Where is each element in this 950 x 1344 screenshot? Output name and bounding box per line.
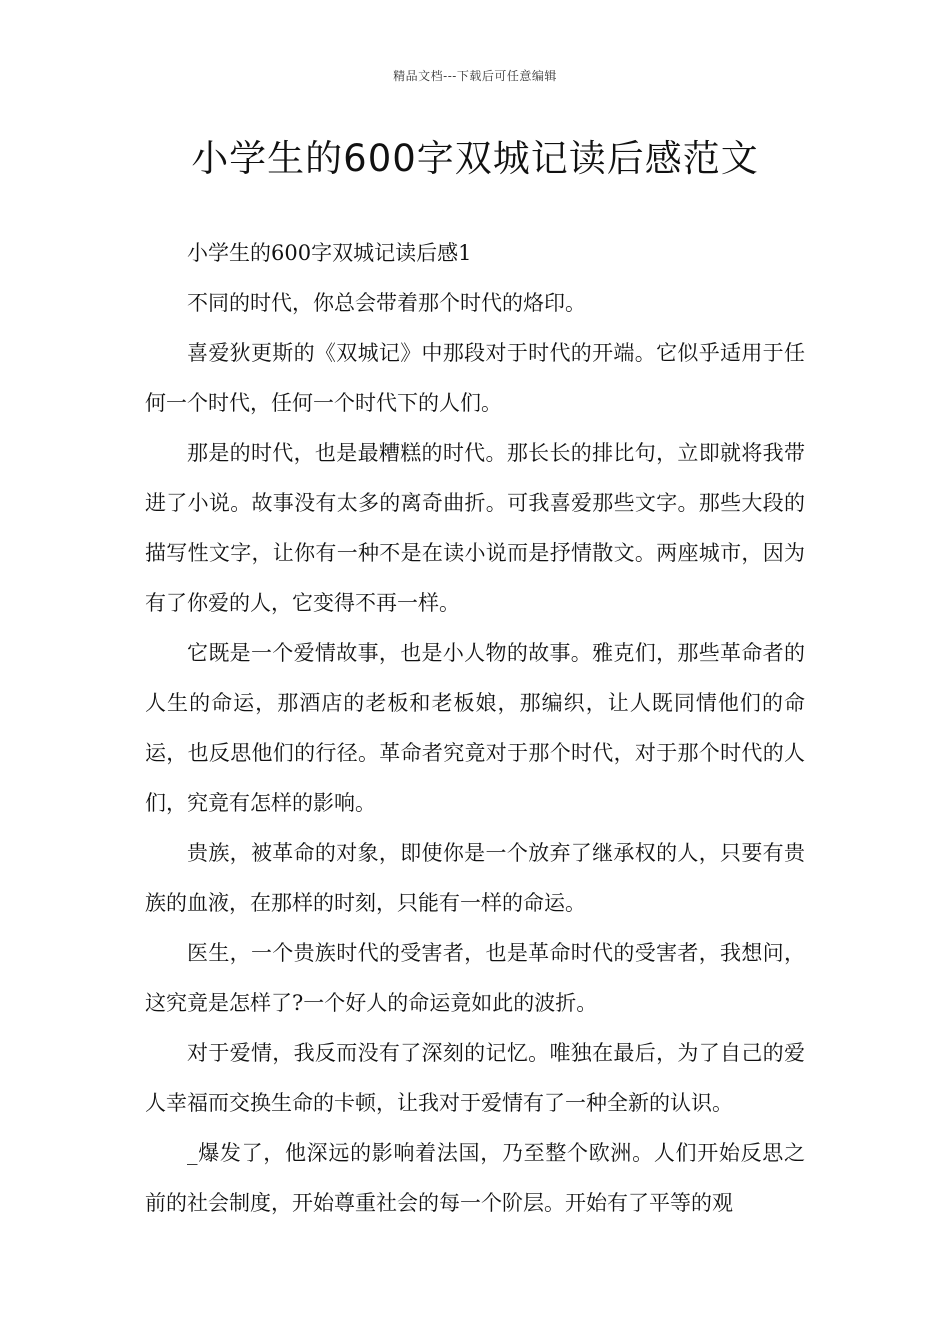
document-title: 小学生的600字双城记读后感范文 [191, 137, 759, 180]
paragraph: 贵族，被革命的对象，即使你是一个放弃了继承权的人，只要有贵族的血液，在那样的时刻，只能有一样的命运。 [145, 841, 805, 915]
document-body [145, 228, 805, 1228]
paragraph: 医生，一个贵族时代的受害者，也是革命时代的受害者，我想问，这究竟是怎样了?一个好人的命运竟如此的波折。 [145, 941, 805, 1015]
paragraph: 喜爱狄更斯的《双城记》中那段对于时代的开端。它似乎适用于任何一个时代，任何一个时代下的人们。 [145, 341, 805, 415]
paragraph: 对于爱情，我反而没有了深刻的记忆。唯独在最后，为了自己的爱人幸福而交换生命的卡顿，让我对于爱情有了一种全新的认识。 [145, 1041, 805, 1115]
paragraph: 它既是一个爱情故事，也是小人物的故事。雅克们，那些革命者的人生的命运，那酒店的老板和老板娘，那编织，让人既同情他们的命运，也反思他们的行径。革命者究竟对于那个时代，对于那个时代的人们，究竟有怎样的影响。 [145, 641, 805, 815]
paragraph: 不同的时代，你总会带着那个时代的烙印。 [187, 291, 586, 315]
paragraph-subtitle: 小学生的600字双城记读后感1 [187, 241, 472, 265]
header-note: 精品文档---下载后可任意编辑 [393, 69, 557, 83]
paragraph: _爆发了，他深远的影响着法国，乃至整个欧洲。人们开始反思之前的社会制度，开始尊重社会的每一个阶层。开始有了平等的观 [145, 1141, 805, 1215]
paragraph: 那是的时代，也是最糟糕的时代。那长长的排比句，立即就将我带进了小说。故事没有太多的离奇曲折。可我喜爱那些文字。那些大段的描写性文字，让你有一种不是在读小说而是抒情散文。两座城市，因为有了你爱的人，它变得不再一样。 [145, 441, 805, 615]
